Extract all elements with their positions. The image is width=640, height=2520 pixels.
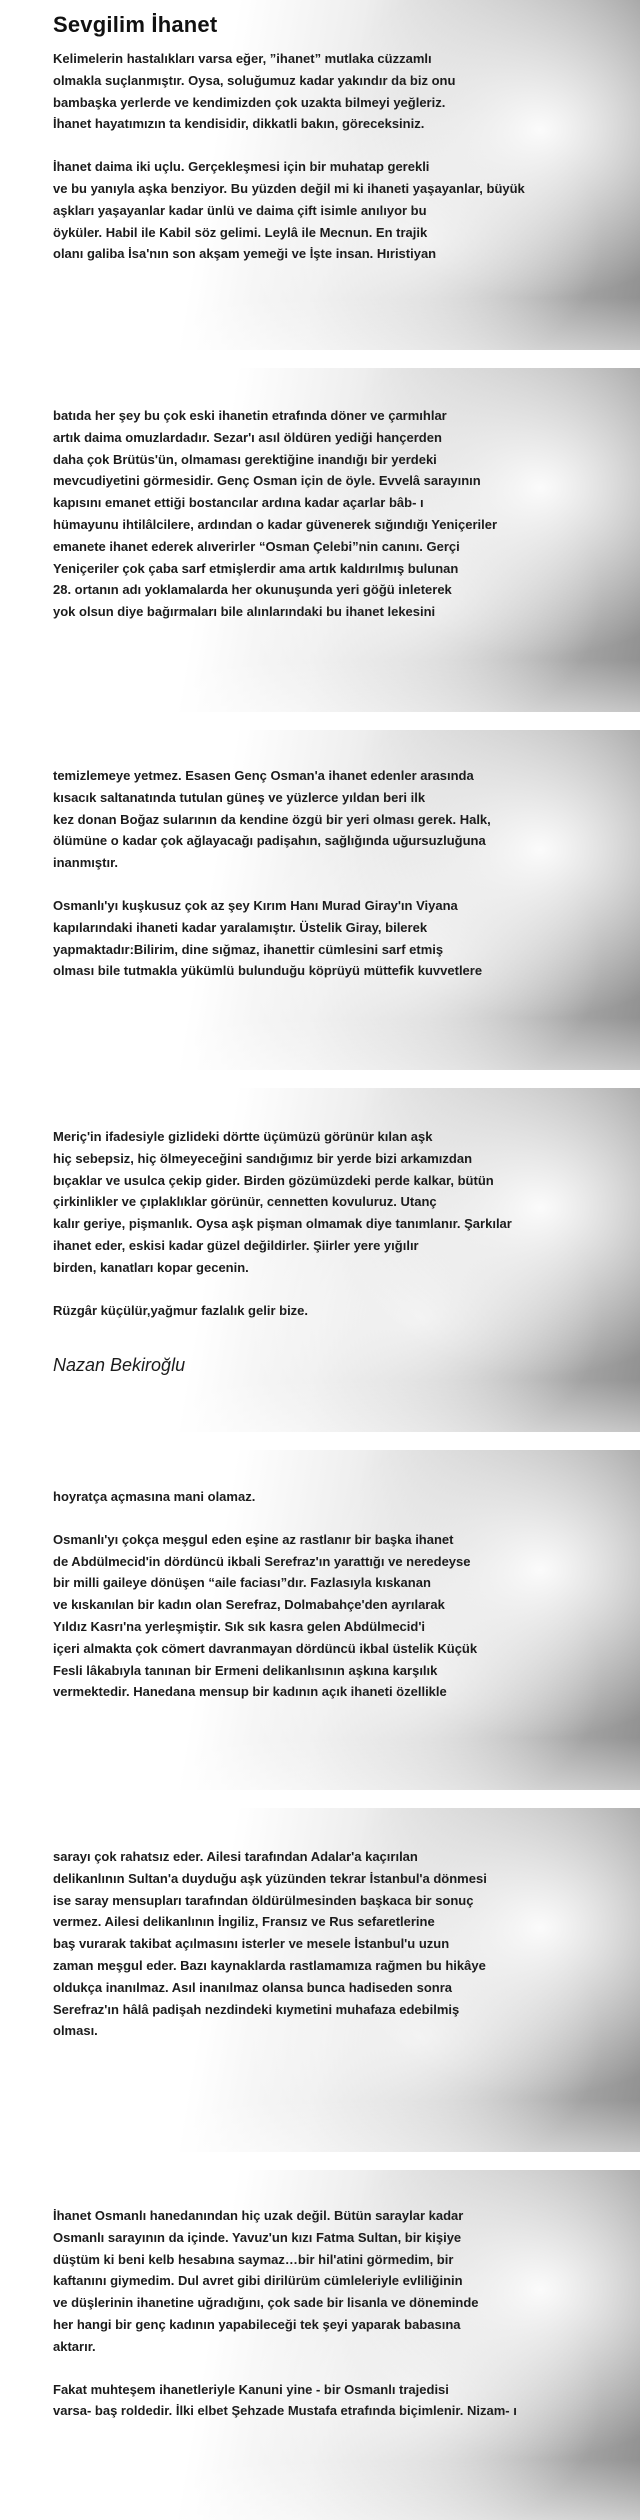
text-line: bir milli gaileye dönüşen “aile faciası”dır. Fazlasıyla kıskanan <box>53 1575 431 1591</box>
text-panel-4 <box>0 1078 640 1440</box>
text-line: İhanet Osmanlı hanedanından hiç uzak değil. Bütün saraylar kadar <box>53 2208 464 2223</box>
paragraph <box>53 405 636 623</box>
text-line: kapısını emanet ettiği bostancılar ardına kadar açarlar bâb- ı <box>53 495 424 511</box>
paragraph <box>53 2205 636 2358</box>
text-line: kalır geriye, pişmanlık. Oysa aşk pişman olmamak diye tanımlanır. Şarkılar <box>53 1216 512 1232</box>
text-line: temizlemeye yetmez. Esasen Genç Osman'a ihanet edenler arasında <box>53 768 474 783</box>
text-line: inanmıştır. <box>53 855 119 871</box>
text-line: Fesli lâkabıyla tanınan bir Ermeni delikanlısının aşkına karşılık <box>53 1662 438 1678</box>
text-line: içeri almakta çok cömert davranmayan dördüncü ikbal üstelik Küçük <box>53 1640 478 1656</box>
text-line: vermektedir. Hanedana mensup bir kadının açık ihaneti özellikle <box>53 1684 447 1700</box>
paragraph <box>53 48 636 135</box>
panel-separator <box>0 1790 640 1808</box>
paragraph <box>53 2379 636 2423</box>
panel-content <box>53 1126 636 1376</box>
panel-content <box>53 12 636 265</box>
text-line: de Abdülmecid'in dördüncü ikbali Serefraz'ın yarattığı ve neredeyse <box>53 1553 471 1569</box>
text-line: birden, kanatları kopar gecenin. <box>53 1259 249 1275</box>
text-panel-7 <box>0 2160 640 2520</box>
text-line: mevcudiyetini görmesidir. Genç Osman için de öyle. Evvelâ sarayının <box>53 473 481 489</box>
text-panel-2 <box>0 358 640 720</box>
paragraph <box>53 156 636 265</box>
text-line: ve kıskanılan bir kadın olan Serefraz, Dolmabahçe'den ayrılarak <box>53 1597 445 1613</box>
text-line: 28. ortanın adı yoklamalarda her okunuşunda yeri göğü inleterek <box>53 582 452 598</box>
text-line: Yıldız Kasrı'na yerleşmiştir. Sık sık kasra gelen Abdülmecid'i <box>53 1618 426 1634</box>
text-line: yok olsun diye bağırmaları bile alınlarındaki bu ihanet lekesini <box>53 604 436 620</box>
text-panel-6 <box>0 1798 640 2160</box>
text-line: olması bile tutmakla yükümlü bulunduğu köprüyü müttefik kuvvetlere <box>53 963 483 979</box>
text-line: Rüzgâr küçülür,yağmur fazlalık gelir bize. <box>53 1302 309 1318</box>
paragraph <box>53 1846 636 2042</box>
text-line: Osmanlı'yı çokça meşgul eden eşine az rastlanır bir başka ihanet <box>53 1531 454 1547</box>
text-line: olmakla suçlanmıştır. Oysa, soluğumuz kadar yakındır da biz onu <box>53 72 456 88</box>
text-line: ve bu yanıyla aşka benziyor. Bu yüzden değil mi ki ihaneti yaşayanlar, büyük <box>53 180 525 196</box>
text-line: Yeniçeriler çok çaba sarf etmişlerdir ama artık kaldırılmış bulunan <box>53 560 459 576</box>
text-line: Serefraz'ın hâlâ padişah nezdindeki kıymetini muhafaza edebilmiş <box>53 2001 460 2017</box>
text-line: düştüm ki beni kelb hesabına saymaz…bir hil'atini görmedim, bir <box>53 2251 454 2267</box>
text-line: oldukça inanılmaz. Asıl inanılmaz olansa bunca hadiseden sonra <box>53 1979 453 1995</box>
text-line: baş vurarak takibat açılmasını isterler ve mesele İstanbul'u uzun <box>53 1936 450 1952</box>
text-panel-5 <box>0 1440 640 1798</box>
panel-separator <box>0 1070 640 1088</box>
panel-content <box>53 1486 636 1703</box>
text-line: kısacık saltanatında tutulan güneş ve yüzlerce yıldan beri ilk <box>53 789 426 805</box>
text-line: olması. <box>53 2023 98 2039</box>
text-line: sarayı çok rahatsız eder. Ailesi tarafından Adalar'a kaçırılan <box>53 1849 418 1864</box>
text-line: Osmanlı sarayının da içinde. Yavuz'un kızı Fatma Sultan, bir kişiye <box>53 2229 462 2245</box>
text-line: varsa- baş roldedir. İlki elbet Şehzade Mustafa etrafında biçimlenir. Nizam- ı <box>53 2403 517 2419</box>
paragraph <box>53 895 636 982</box>
text-line: ise saray mensupları tarafından öldürülmesinden başkaca bir sonuç <box>53 1892 474 1908</box>
paragraph <box>53 765 636 874</box>
text-line: hümayunu ihtilâlcilere, ardından o kadar güvenerek sığındığı Yeniçeriler <box>53 516 498 532</box>
text-line: kaftanını giymedim. Dul avret gibi dirilürüm cümleleriyle evliliğinin <box>53 2273 463 2289</box>
text-line: yapmaktadır:Bilirim, dine sığmaz, ihanettir cümlesini sarf etmiş <box>53 941 444 957</box>
text-line: hoyratça açmasına mani olamaz. <box>53 1489 256 1504</box>
text-line: öyküler. Habil ile Kabil söz gelimi. Leylâ ile Mecnun. En trajik <box>53 224 428 240</box>
text-line: ölümüne o kadar çok ağlayacağı padişahın, sağlığında uğursuzluğuna <box>53 833 486 849</box>
text-panel-1 <box>0 0 640 358</box>
text-line: kez donan Boğaz sularının da kendine özgü bir yeri olması gerek. Halk, <box>53 811 491 827</box>
text-line: aşkları yaşayanlar kadar ünlü ve daima çift isimle anılıyor bu <box>53 202 427 218</box>
panel-content <box>53 405 636 623</box>
text-line: ve düşlerinin ihanetine uğradığını, çok sade bir lisanla ve döneminde <box>53 2295 479 2311</box>
paragraph <box>53 1126 636 1279</box>
page-title: Sevgilim İhanet <box>53 12 218 37</box>
paragraph <box>53 1529 636 1703</box>
panel-content <box>53 1846 636 2042</box>
text-line: daha çok Brütüs'ün, olmaması gerektiğine inandığı bir yerdeki <box>53 451 437 467</box>
text-line: Kelimelerin hastalıkları varsa eğer, ”ihanet” mutlaka cüzzamlı <box>53 51 432 66</box>
text-line: artık daima omuzlardadır. Sezar'ı asıl öldüren yediği hançerden <box>53 429 442 445</box>
text-panel-3 <box>0 720 640 1078</box>
text-line: her hangi bir genç kadının yapabileceği tek şeyi yaparak babasına <box>53 2316 461 2332</box>
panel-separator <box>0 350 640 368</box>
text-line: kapılarındaki ihaneti kadar yaralamıştır. Üstelik Giray, bilerek <box>53 919 428 935</box>
text-line: aktarır. <box>53 2338 96 2354</box>
panel-content <box>53 2205 636 2422</box>
author-signature: Nazan Bekiroğlu <box>53 1355 186 1376</box>
text-line: emanete ihanet ederek alıverirler “Osman Çelebi”nin canını. Gerçi <box>53 538 460 554</box>
panel-separator <box>0 712 640 730</box>
text-line: olanı galiba İsa'nın son akşam yemeği ve İşte insan. Hıristiyan <box>53 246 437 262</box>
text-line: bambaşka yerlerde ve kendimizden çok uzakta bilmeyi yeğleriz. <box>53 94 446 110</box>
text-line: hiç sebepsiz, hiç ölmeyeceğini sandığımız bir yerde bizi arkamızdan <box>53 1150 473 1166</box>
text-line: vermez. Ailesi delikanlının İngiliz, Fransız ve Rus sefaretlerine <box>53 1914 435 1930</box>
panel-separator <box>0 1432 640 1450</box>
text-line: Osmanlı'yı kuşkusuz çok az şey Kırım Hanı Murad Giray'ın Viyana <box>53 897 458 913</box>
text-line: delikanlının Sultan'a duyduğu aşk yüzünden tekrar İstanbul'a dönmesi <box>53 1870 487 1886</box>
text-line: zaman meşgul eder. Bazı kaynaklarda rastlamamıza rağmen bu hikâye <box>53 1957 486 1973</box>
text-line: Fakat muhteşem ihanetleriyle Kanuni yine - bir Osmanlı trajedisi <box>53 2381 449 2397</box>
text-line: çirkinlikler ve çıplaklıklar görünür, cennetten kovuluruz. Utanç <box>53 1194 437 1210</box>
panel-content <box>53 765 636 982</box>
text-line: İhanet daima iki uçlu. Gerçekleşmesi için bir muhatap gerekli <box>53 159 430 175</box>
text-line: bıçaklar ve usulca çekip gider. Birden gözümüzdeki perde kalkar, bütün <box>53 1172 494 1188</box>
paragraph <box>53 1300 636 1322</box>
text-line: Meriç'in ifadesiyle gizlideki dörtte üçümüzü görünür kılan aşk <box>53 1129 433 1144</box>
text-line: ihanet eder, eskisi kadar güzel değildirler. Şiirler yere yığılır <box>53 1237 419 1253</box>
text-line: İhanet hayatımızın ta kendisidir, dikkatli bakın, göreceksiniz. <box>53 116 425 132</box>
text-line: batıda her şey bu çok eski ihanetin etrafında döner ve çarmıhlar <box>53 408 447 423</box>
paragraph <box>53 1486 636 1508</box>
panel-separator <box>0 2152 640 2170</box>
